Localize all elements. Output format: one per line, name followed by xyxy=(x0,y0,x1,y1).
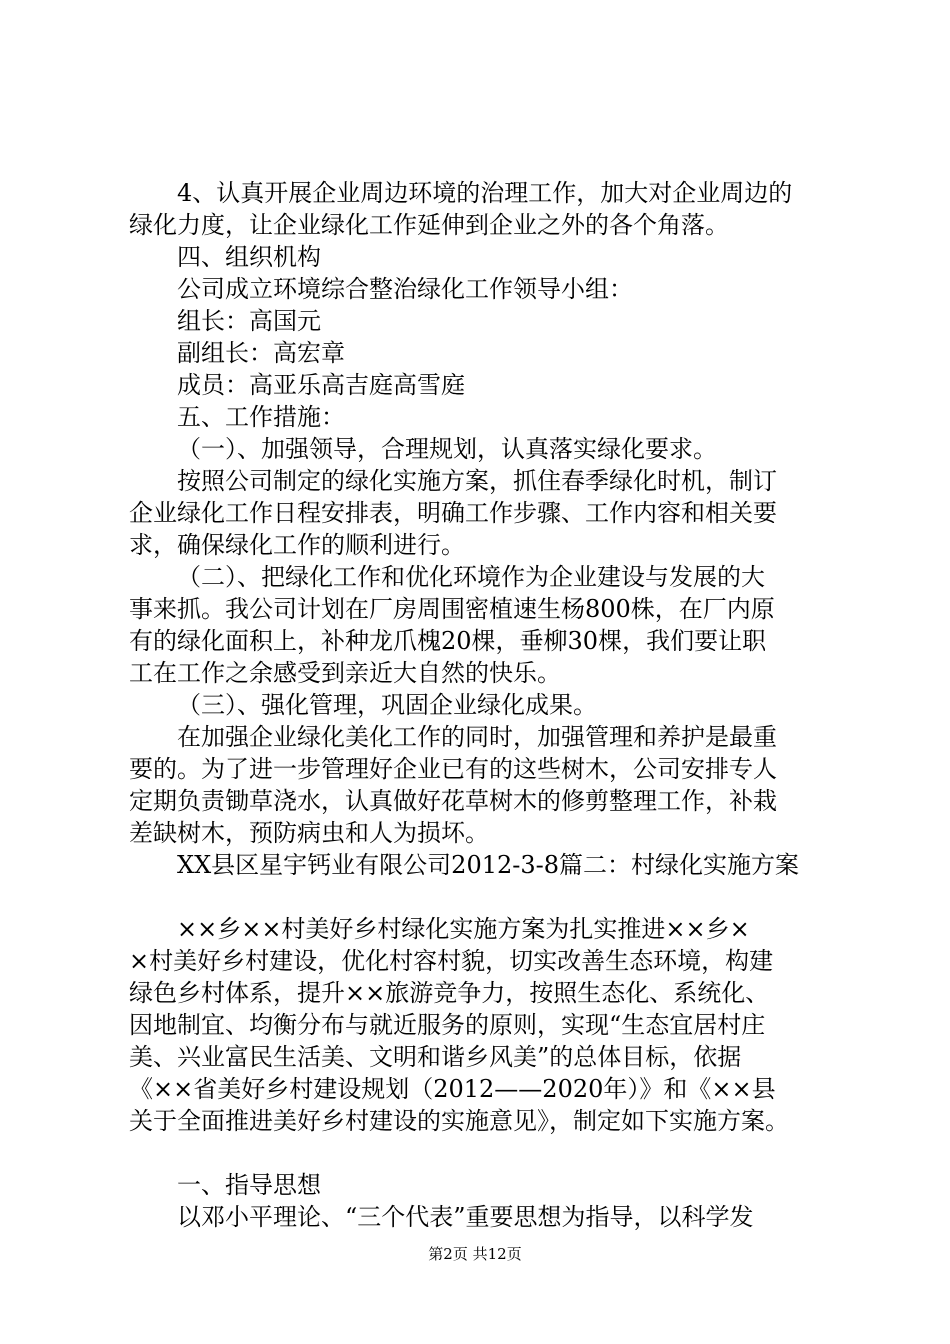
text-line: ×村美好乡村建设，优化村容村貌，切实改善生态环境，构建 xyxy=(129,947,774,975)
text-line: 成员：高亚乐高吉庭高雪庭 xyxy=(177,371,465,399)
text-line: 以邓小平理论、“三个代表”重要思想为指导，以科学发 xyxy=(177,1203,754,1231)
text-line: 公司成立环境综合整治绿化工作领导小组： xyxy=(177,275,633,303)
text-line: 绿色乡村体系，提升××旅游竞争力，按照生态化、系统化、 xyxy=(129,979,770,1007)
text-line: 美、兴业富民生活美、文明和谐乡风美”的总体目标，依据 xyxy=(129,1043,742,1071)
text-line: 差缺树木，预防病虫和人为损坏。 xyxy=(129,819,489,847)
text-line: 求，确保绿化工作的顺利进行。 xyxy=(129,531,465,559)
text-line: 有的绿化面积上，补种龙爪槐20棵，垂柳30棵，我们要让职 xyxy=(129,627,767,655)
text-line: XX县区星宇钙业有限公司2012-3-8篇二：村绿化实施方案 xyxy=(177,851,800,879)
text-line: 定期负责锄草浇水，认真做好花草树木的修剪整理工作，补栽 xyxy=(129,787,777,815)
subsection-heading: （二）、把绿化工作和优化环境作为企业建设与发展的大 xyxy=(177,563,765,591)
text-line: 企业绿化工作日程安排表，明确工作步骤、工作内容和相关要 xyxy=(129,499,777,527)
text-line: 绿化力度，让企业绿化工作延伸到企业之外的各个角落。 xyxy=(129,211,729,239)
text-line: 在加强企业绿化美化工作的同时，加强管理和养护是最重 xyxy=(177,723,777,751)
text-line: 4、认真开展企业周边环境的治理工作，加大对企业周边的 xyxy=(177,179,793,207)
text-line: 按照公司制定的绿化实施方案，抓住春季绿化时机，制订 xyxy=(177,467,777,495)
section-heading: 四、组织机构 xyxy=(177,243,321,271)
subsection-heading: （三）、强化管理，巩固企业绿化成果。 xyxy=(177,691,597,719)
text-line: 因地制宜、均衡分布与就近服务的原则，实现“生态宜居村庄 xyxy=(129,1011,766,1039)
text-line: 工在工作之余感受到亲近大自然的快乐。 xyxy=(129,659,561,687)
text-line: 《××省美好乡村建设规划（2012——2020年）》和《××县 xyxy=(129,1075,776,1103)
text-line: 副组长：高宏章 xyxy=(177,339,345,367)
text-line: ××乡××村美好乡村绿化实施方案为扎实推进××乡× xyxy=(177,915,750,943)
text-line: 要的。为了进一步管理好企业已有的这些树木，公司安排专人 xyxy=(129,755,777,783)
text-line: 事来抓。我公司计划在厂房周围密植速生杨800株，在厂内原 xyxy=(129,595,775,623)
text-line: 组长：高国元 xyxy=(177,307,321,335)
section-heading: 一、指导思想 xyxy=(177,1171,321,1199)
text-line: 关于全面推进美好乡村建设的实施意见》，制定如下实施方案。 xyxy=(129,1107,789,1135)
section-heading: 五、工作措施： xyxy=(177,403,345,431)
subsection-heading: （一）、加强领导，合理规划，认真落实绿化要求。 xyxy=(177,435,717,463)
page-number-footer: 第2页 共12页 xyxy=(428,1245,522,1263)
